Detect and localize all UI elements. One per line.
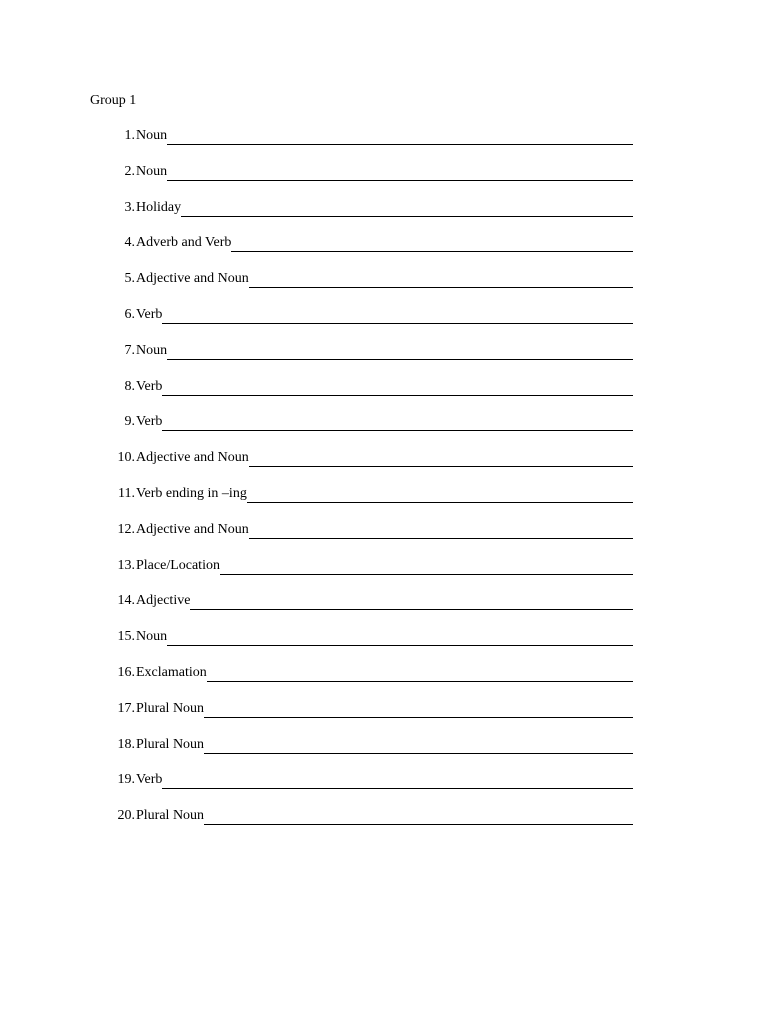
item-label: Plural Noun <box>136 736 205 752</box>
list-item <box>113 324 633 360</box>
item-label: Verb <box>136 414 163 430</box>
item-label: Adjective and Noun <box>136 271 249 287</box>
answer-blank <box>204 736 633 754</box>
list-item <box>113 754 633 790</box>
item-label: Adjective and Noun <box>136 521 249 537</box>
list-item <box>113 181 633 217</box>
answer-blank <box>181 199 633 217</box>
word-prompt-list <box>113 128 633 825</box>
item-number: 18. <box>117 736 135 752</box>
item-number: 12. <box>117 521 135 537</box>
answer-blank <box>247 485 633 503</box>
answer-blank <box>204 700 633 718</box>
item-label: Plural Noun <box>136 808 205 824</box>
list-item <box>113 467 633 503</box>
answer-blank <box>220 557 633 575</box>
answer-blank <box>167 342 633 360</box>
list-item <box>113 431 633 467</box>
item-label: Adjective and Noun <box>136 450 249 466</box>
answer-blank <box>162 771 633 789</box>
answer-blank <box>249 449 633 467</box>
item-number: 20. <box>117 808 135 824</box>
answer-blank <box>162 378 633 396</box>
item-label: Noun <box>136 163 168 179</box>
item-label: Noun <box>136 629 168 645</box>
item-label: Adjective <box>136 593 191 609</box>
list-item <box>113 360 633 396</box>
item-label: Place/Location <box>136 557 220 573</box>
list-item <box>113 539 633 575</box>
item-number: 9. <box>124 414 135 430</box>
item-label: Verb <box>136 378 163 394</box>
answer-blank <box>249 270 633 288</box>
list-item <box>113 575 633 611</box>
answer-blank <box>231 234 633 252</box>
list-item <box>113 145 633 181</box>
list-item <box>113 503 633 539</box>
answer-blank <box>167 163 633 181</box>
item-number: 3. <box>124 199 135 215</box>
item-label: Noun <box>136 342 168 358</box>
item-number: 5. <box>124 271 135 287</box>
list-item <box>113 682 633 718</box>
item-number: 7. <box>124 342 135 358</box>
item-number: 15. <box>117 629 135 645</box>
item-number: 1. <box>124 128 135 143</box>
list-item <box>113 718 633 754</box>
answer-blank <box>207 664 633 682</box>
item-number: 16. <box>117 664 135 680</box>
item-label: Holiday <box>136 199 182 215</box>
item-label: Verb ending in –ing <box>136 485 247 501</box>
list-item <box>113 252 633 288</box>
item-number: 19. <box>117 772 135 788</box>
item-number: 4. <box>124 235 135 251</box>
list-item <box>113 217 633 253</box>
answer-blank <box>162 413 633 431</box>
answer-blank <box>167 127 633 145</box>
item-number: 13. <box>117 557 135 573</box>
list-item <box>113 610 633 646</box>
item-label: Noun <box>136 128 168 143</box>
item-number: 17. <box>117 700 135 716</box>
list-item <box>113 789 633 825</box>
list-item <box>113 396 633 432</box>
answer-blank <box>204 807 633 825</box>
group-heading: Group 1 <box>90 93 137 108</box>
answer-blank <box>190 592 633 610</box>
answer-blank <box>249 521 633 539</box>
item-label: Adverb and Verb <box>136 235 232 251</box>
item-number: 2. <box>124 163 135 179</box>
item-number: 6. <box>124 306 135 322</box>
answer-blank <box>167 628 633 646</box>
item-label: Exclamation <box>136 664 207 680</box>
item-number: 14. <box>117 593 135 609</box>
answer-blank <box>162 306 633 324</box>
item-number: 10. <box>117 450 135 466</box>
item-label: Plural Noun <box>136 700 205 716</box>
list-item <box>113 128 633 145</box>
list-item <box>113 288 633 324</box>
item-label: Verb <box>136 772 163 788</box>
list-item <box>113 646 633 682</box>
item-number: 8. <box>124 378 135 394</box>
item-number: 11. <box>118 485 135 501</box>
item-label: Verb <box>136 306 163 322</box>
